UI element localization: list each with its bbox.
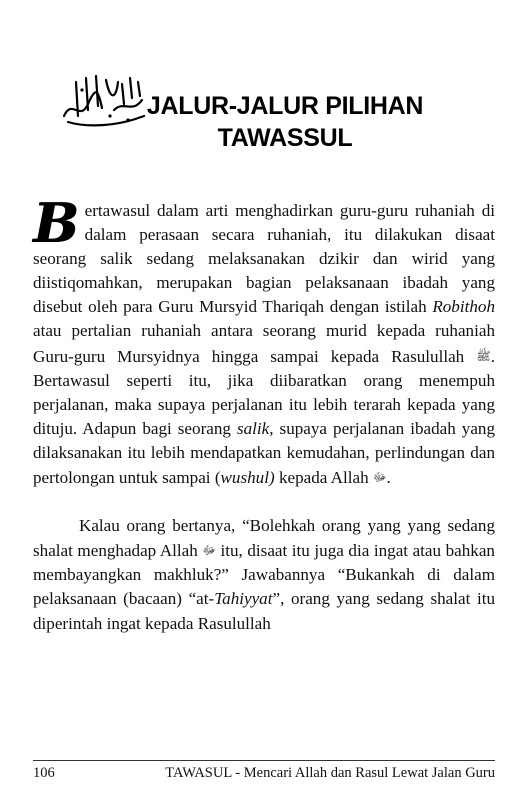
- p1-text-6: .: [386, 468, 391, 488]
- p2-text-3: ”, orang yang sedang shalat itu diperintah ingat kepada Rasulullah: [33, 589, 495, 633]
- p2-text-1: Kalau orang bertanya, “Bolehkah orang yang yang sedang shalat menghadap Allah: [33, 516, 495, 561]
- body-text: [33, 191, 496, 636]
- p1-italic-robithoh: Robithoh: [432, 297, 495, 317]
- p1-italic-salik: salik,: [236, 418, 274, 438]
- honorific-symbol: ﷺ: [476, 348, 491, 363]
- honorific-symbol: ﷻ: [202, 543, 216, 558]
- p1-italic-wushul: wushul): [220, 468, 275, 488]
- chapter-title: [140, 90, 430, 154]
- p2-text-2: itu, disaat itu juga dia ingat atau bahkan membayangkan makhluk?” Jawabannya “Bukankah di dalam pelaksanaan (bacaan) “at-: [33, 541, 495, 609]
- paragraph-2: [33, 514, 495, 635]
- p1-text-4: supaya perjalanan ibadah yang dilaksanakan itu lebih mendapatkan kemudahan, perlindungan dan pertolongan untuk sampai (: [33, 418, 496, 488]
- p1-text-3: . Bertawasul seperti itu, jika diibaratkan orang menempuh perjalanan, maka supaya perjalanan itu lebih terarah kepada yang dituju. Adapun bagi seorang: [33, 346, 495, 438]
- page-number: 106: [33, 765, 55, 781]
- p2-italic-tahiyyat: Tahiyyat: [214, 589, 273, 609]
- drop-cap: B: [33, 191, 79, 255]
- footer-rule: [33, 760, 495, 761]
- calligraphy-ornament: [58, 70, 150, 130]
- paragraph-1: [33, 191, 496, 490]
- p1-text-5: kepada Allah: [278, 468, 369, 488]
- p1-text-2: atau pertalian ruhaniah antara seorang murid kepada ruhaniah Guru-guru Mursyidnya hingga sampai kepada Rasulullah: [33, 321, 495, 366]
- running-title: TAWASUL - Mencari Allah dan Rasul Lewat Jalan Guru: [165, 765, 495, 781]
- honorific-symbol: ﷻ: [372, 470, 387, 485]
- p1-text-1: ertawasul dalam arti menghadirkan guru-guru ruhaniah di dalam perasaan secara ruhaniah, itu dilakukan disaat seorang salik sedang melaksanakan dzikir dan wirid yang diistiqomahkan, merupakan bagian pelaksanaan ibadah yang disebut oleh para Guru Mursyid Thariqah dengan istilah: [33, 201, 495, 317]
- title-line-2: TAWASSUL: [217, 124, 353, 152]
- title-line-1: JALUR-JALUR PILIHAN: [146, 92, 424, 120]
